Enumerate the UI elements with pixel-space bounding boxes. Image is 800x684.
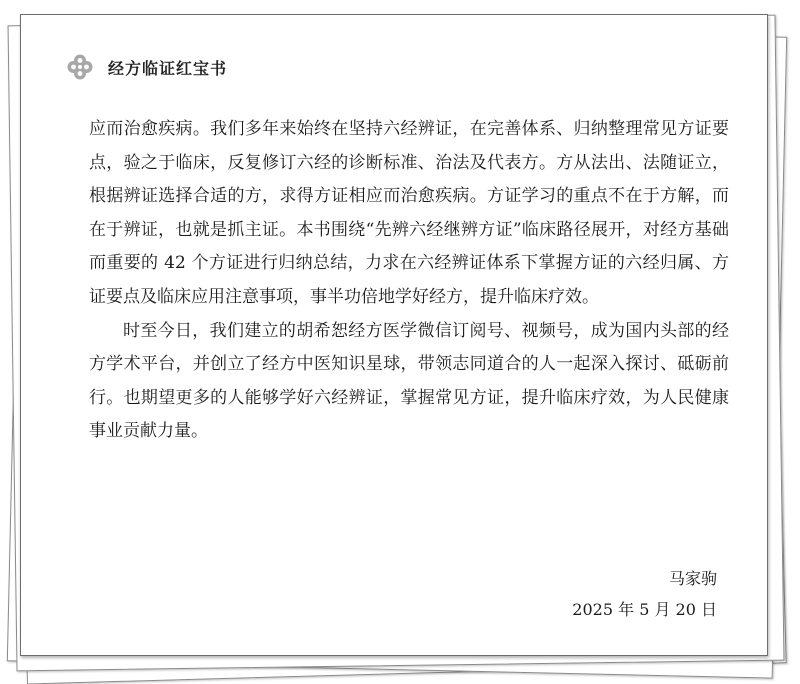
body-text xyxy=(89,113,729,449)
four-petal-flower-icon xyxy=(66,53,94,81)
page-header xyxy=(66,53,227,81)
signature-date: 2025 年 5 月 20 日 xyxy=(572,600,717,619)
author-signature: 马家驹 xyxy=(668,569,717,588)
paragraph: 时至今日，我们建立的胡希恕经方医学微信订阅号、视频号，成为国内头部的经方学术平台，并创立了经方中医知识星球，带领志同道合的人一起深入探讨、砥砺前行。也期望更多的人能够学好六经辨证，掌握常见方证，提升临床疗效，为人民健康事业贡献力量。 xyxy=(89,320,729,442)
book-title: 经方临证红宝书 xyxy=(108,58,228,78)
document-page xyxy=(20,14,768,656)
paragraph: 应而治愈疾病。我们多年来始终在坚持六经辨证，在完善体系、归纳整理常见方证要点，验之于临床，反复修订六经的诊断标准、治法及代表方。方从法出、法随证立，根据辨证选择合适的方，求得方证相应而治愈疾病。方证学习的重点不在于方解，而在于辨证，也就是抓主证。本书围绕“先辨六经继辨方证”临床路径展开，对经方基础而重要的 42 个方证进行归纳总结，力求在六经辨证体系下掌握方证的六经归属、方证要点及临床应用注意事项，事半功倍地学好经方，提升临床疗效。 xyxy=(89,119,729,307)
